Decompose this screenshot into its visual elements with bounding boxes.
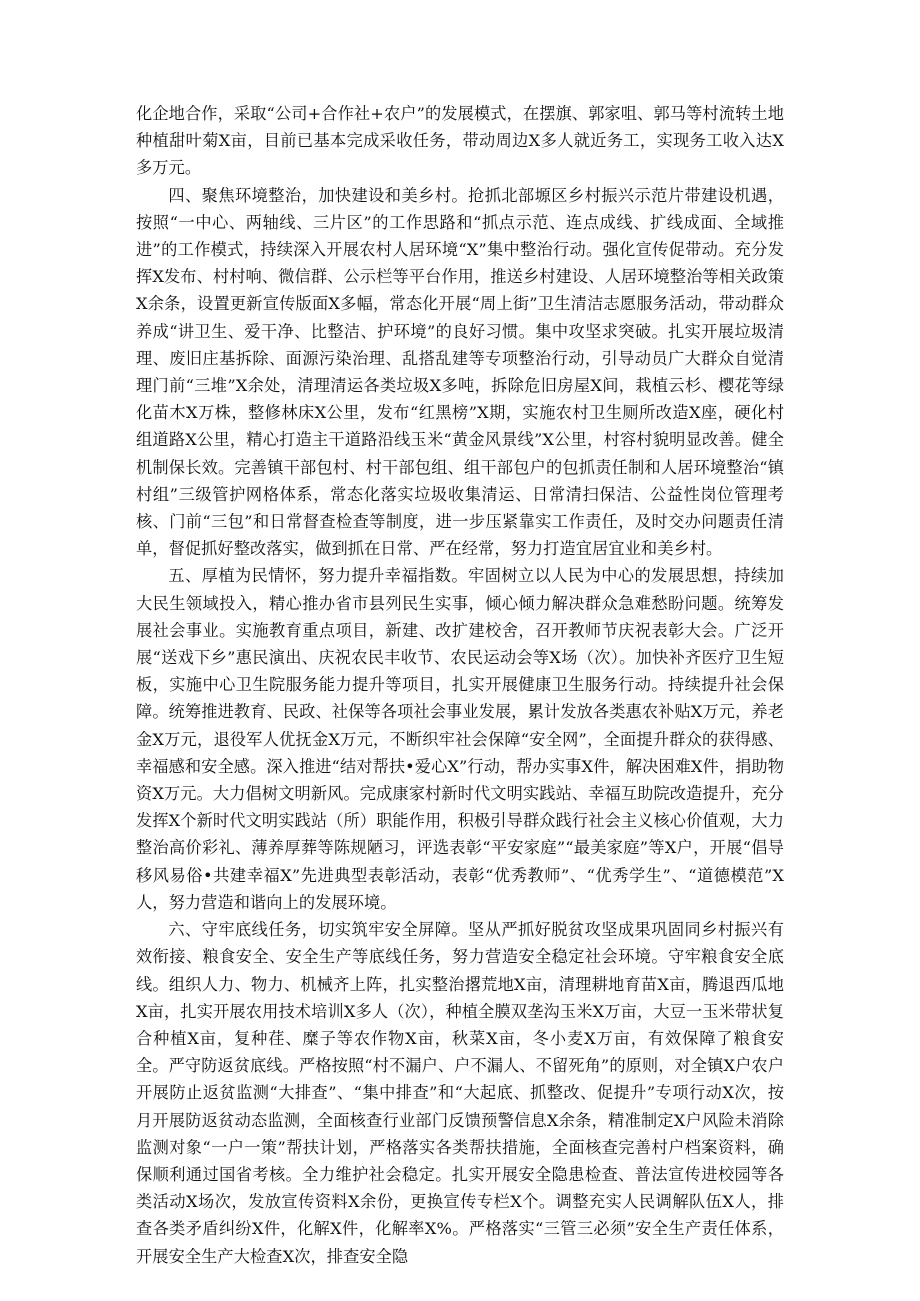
paragraph-section-five: 五、厚植为民情怀，努力提升幸福指数。牢固树立以人民为中心的发展思想，持续加大民生领域投入，精心推办省市县列民生实事，倾心倾力解决群众急难愁盼问题。统筹发展社会事业。实施教育重点项目，新建、改扩建校舍，召开教师节庆祝表彰大会。广泛开展“送戏下乡”惠民演出、庆祝农民丰收节、农民运动会等X场（次）。加快补齐医疗卫生短板，实施中心卫生院服务能力提升等项目，扎实开展健康卫生服务行动。持续提升社会保障。统筹推进教育、民政、社保等各项社会事业发展，累计发放各类惠农补贴X万元，养老金X万元，退役军人优抚金X万元，不断织牢社会保障“安全网”，全面提升群众的获得感、幸福感和安全感。深入推进“结对帮扶•爱心X”行动，帮办实事X件，解决困难X件，捐助物资X万元。大力倡树文明新风。完成康家村新时代文明实践站、幸福互助院改造提升，充分发挥X个新时代文明实践站（所）职能作用，积极引导群众践行社会主义核心价值观，大力整治高价彩礼、薄养厚葬等陈规陋习，评选表彰“平安家庭”“最美家庭”等X户，开展“倡导移风易俗•共建幸福X”先进典型表彰活动，表彰“优秀教师”、“优秀学生”、“道德模范”X人，努力营造和谐向上的发展环境。 xyxy=(136,566,784,912)
paragraph-continuation: 化企地合作，采取“公司+合作社+农户”的发展模式，在摆旗、郭家咀、郭马等村流转土地种植甜叶菊X亩，目前已基本完成采收任务，带动周边X多人就近务工，实现务工收入达X多万元。 xyxy=(136,104,784,178)
paragraph-section-six: 六、守牢底线任务，切实筑牢安全屏障。坚从严抓好脱贫攻坚成果巩固同乡村振兴有效衔接、粮食安全、安全生产等底线任务，努力营造安全稳定社会环境。守牢粮食安全底线。组织人力、物力、机械齐上阵，扎实整治撂荒地X亩，清理耕地育苗X亩，腾退西瓜地X亩，扎实开展农用技术培训X多人（次），种植全膜双垄沟玉米X万亩，大豆一玉米带状复合种植X亩，复种荏、糜子等农作物X亩，秋菜X亩，冬小麦X万亩，有效保障了粮食安全。严守防返贫底线。严格按照“村不漏户、户不漏人、不留死角”的原则，对全镇X户农户开展防止返贫监测“大排查”、“集中排查”和“大起底、抓整改、促提升”专项行动X次，按月开展防返贫动态监测，全面核查行业部门反馈预警信息X余条，精准制定X户风险未消除监测对象“一户一策”帮扶计划，严格落实各类帮扶措施，全面核查完善村户档案资料，确保顺利通过国省考核。全力维护社会稳定。扎实开展安全隐患检查、普法宣传进校园等各类活动X场次，发放宣传资料X余份，更换宣传专栏X个。调整充实人民调解队伍X人，排查各类矛盾纠纷X件，化解X件，化解率X%。严格落实“三管三必须”安全生产责任体系，开展安全生产大检查X次，排查安全隐 xyxy=(136,920,784,1266)
paragraph-section-four: 四、聚焦环境整治，加快建设和美乡村。抢抓北部塬区乡村振兴示范片带建设机遇，按照“一中心、两轴线、三片区”的工作思路和“抓点示范、连点成线、扩线成面、全域推进”的工作模式，持续深入开展农村人居环境“X”集中整治行动。强化宣传促带动。充分发挥X发布、村村响、微信群、公示栏等平台作用，推送乡村建设、人居环境整治等相关政策X余条，设置更新宣传版面X多幅，常态化开展“周上街”卫生清洁志愿服务活动，带动群众养成“讲卫生、爱干净、比整洁、护环境”的良好习惯。集中攻坚求突破。扎实开展垃圾清理、废旧庄基拆除、面源污染治理、乱搭乱建等专项整治行动，引导动员广大群众自觉清理门前“三堆”X余处，清理清运各类垃圾X多吨，拆除危旧房屋X间，栽植云杉、樱花等绿化苗木X万株，整修林床X公里，发布“红黑榜”X期，实施农村卫生厕所改造X座，硬化村组道路X公里，精心打造主干道路沿线玉米“黄金风景线”X公里，村容村貌明显改善。健全机制保长效。完善镇干部包村、村干部包组、组干部包户的包抓责任制和人居环境整治“镇村组”三级管护网格体系，常态化落实垃圾收集清运、日常清扫保洁、公益性岗位管理考核、门前“三包”和日常督查检查等制度，进一步压紧靠实工作责任，及时交办问题责任清单，督促抓好整改落实，做到抓在日常、严在经常，努力打造宜居宜业和美乡村。 xyxy=(136,185,784,559)
document-page xyxy=(136,100,784,1270)
